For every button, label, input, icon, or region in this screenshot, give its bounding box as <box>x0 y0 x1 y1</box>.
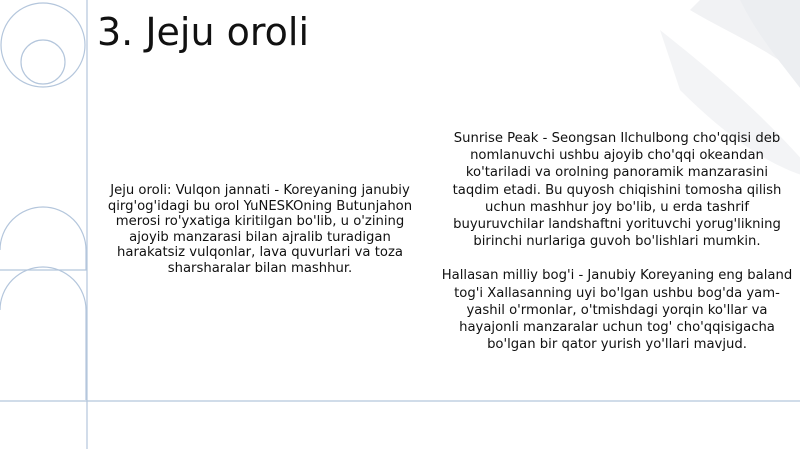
slide-title: 3. Jeju oroli <box>97 10 310 54</box>
right-text-column <box>441 130 793 353</box>
left-text-block: Jeju oroli: Vulqon jannati - Koreyaning janubiy qirg'og'idagi bu orol YuNESKOning Butunjahon merosi ro'yxatiga kiritilgan bo'lib, u o'zining ajoyib manzarasi bilan ajralib turadigan harakatsiz vulqonlar, lava quvurlari va toza sharsharalar bilan mashhur. <box>107 183 413 276</box>
hallasan-paragraph: Hallasan milliy bog'i - Janubiy Koreyaning eng baland tog'i Xallasanning uyi bo'lgan ushbu bog'da yam-yashil o'rmonlar, o'tmishdagi yorqin ko'llar va hayajonli manzaralar uchun tog' cho'qqisigacha bo'lgan bir qator yurish yo'llari mavjud. <box>441 268 793 353</box>
sunrise-peak-paragraph: Sunrise Peak - Seongsan Ilchulbong cho'qqisi deb nomlanuvchi ushbu ajoyib cho'qqi okeandan ko'tariladi va orolning panoramik manzarasini taqdim etadi. Bu quyosh chiqishini tomosha qilish uchun mashhur joy bo'lib, u erda tashrif buyuruvchilar landshaftni yorituvchi yorug'likning birinchi nurlariga guvoh bo'lishlari mumkin. <box>452 131 782 250</box>
